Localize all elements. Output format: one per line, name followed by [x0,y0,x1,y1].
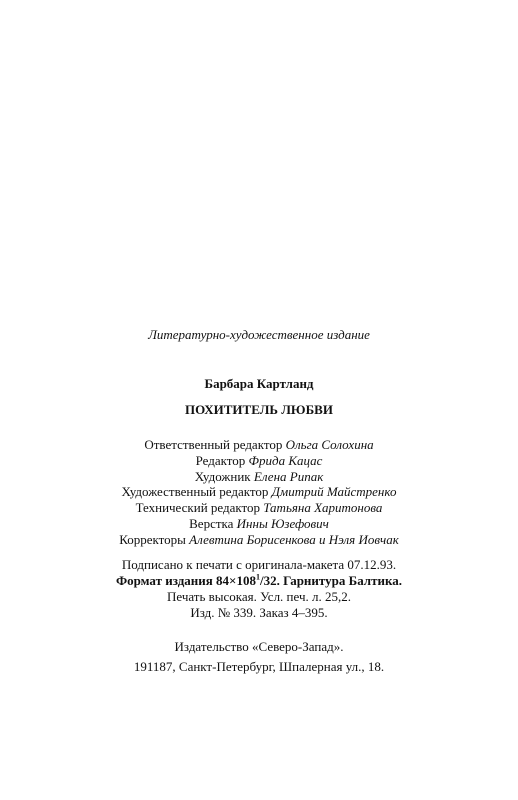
edition-type: Литературно-художественное издание [148,327,370,342]
credit-name: Татьяна Харитонова [263,500,383,516]
credit-name: Алевтина Борисенкова и Нэля Иовчак [189,531,399,547]
imprint-signed: Подписано к печати с оригинала-макета 07.12.93. [121,557,397,572]
credit-role: Художественный редактор [121,484,269,500]
credit-role: Корректоры [119,531,186,547]
credit-name: Дмитрий Майстренко [271,484,397,500]
format-suffix: /32. Гарнитура Балтика. [259,573,403,588]
credit-role: Ответственный редактор [144,437,283,452]
credit-row [0,500,518,516]
credit-row [0,453,518,469]
credit-name: Фрида Кацас [248,452,323,468]
credits-list [0,437,518,548]
credit-row [0,484,518,500]
credit-role: Редактор [195,452,246,468]
imprint-print: Печать высокая. Усл. печ. л. 25,2. [166,589,351,604]
credit-row [0,516,518,532]
credit-name: Инны Юзефович [236,515,329,531]
credit-name: Елена Рипак [253,468,324,484]
credit-role: Художник [194,468,251,484]
credit-row [0,437,518,453]
book-title: ПОХИТИТЕЛЬ ЛЮБВИ [185,402,333,417]
imprint-block [0,557,518,621]
credit-row [0,532,518,548]
imprint-format [0,573,518,589]
imprint-order: Изд. № 339. Заказ 4–395. [190,605,328,620]
credit-role: Верстка [189,515,234,531]
credit-row [0,469,518,485]
credit-name: Ольга Солохина [285,437,374,452]
credit-role: Технический редактор [135,500,261,516]
publisher-name: Издательство «Северо-Запад». [174,639,344,654]
publisher-address: 191187, Санкт-Петербург, Шпалерная ул., 18. [133,659,385,674]
book-author: Барбара Картланд [204,376,314,391]
format-prefix: Формат издания 84×108 [115,573,256,588]
publisher-block [0,637,518,677]
format-sup: 1 [255,572,260,582]
